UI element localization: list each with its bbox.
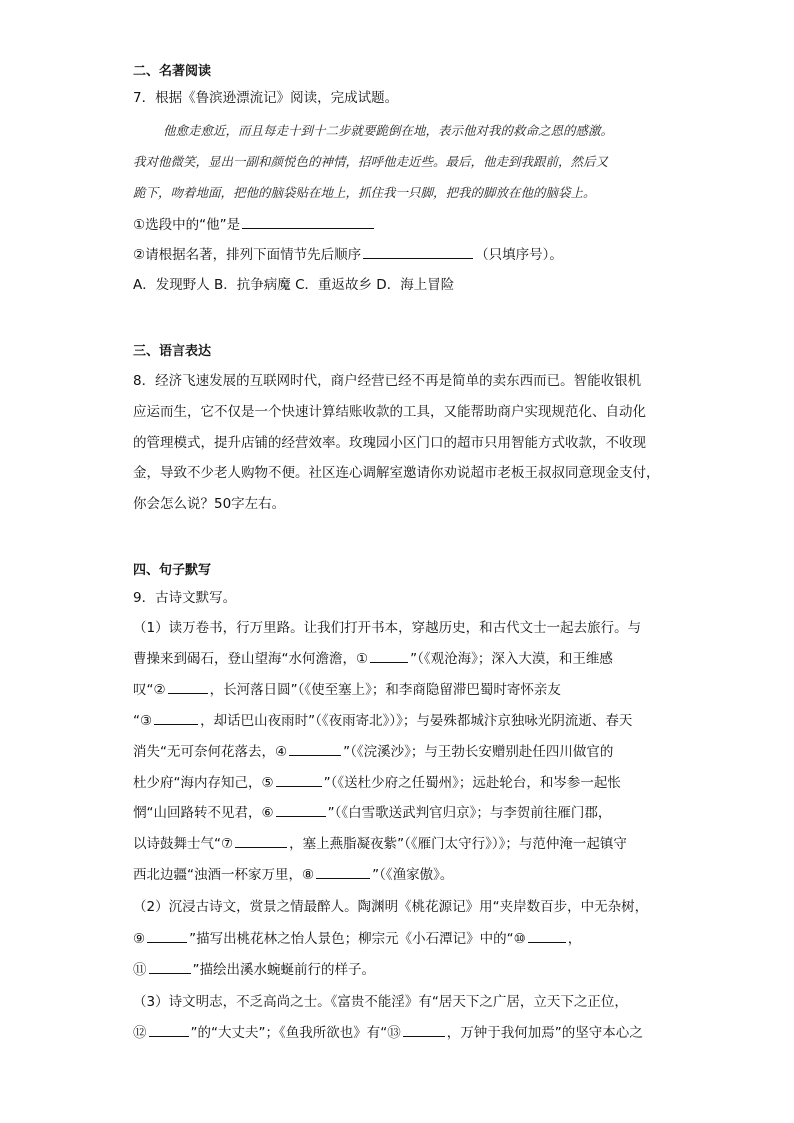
answer-blank-8[interactable] — [316, 864, 370, 879]
text: ”（《白雪歌送武判官归京》；与李贺前往雁门郡， — [327, 805, 612, 821]
section-heading-dictation: 四、句子默写 — [133, 563, 212, 578]
section-heading-reading: 二、名著阅读 — [133, 64, 212, 79]
text: ”（《浣溪沙》；与王勃长安赠别赴任四川做官的 — [343, 744, 614, 760]
passage-line-2: 我对他微笑，显出一副和颜悦色的神情，招呼他走近些。最后，他走到我跟前，然后又 — [133, 154, 609, 169]
text: ，万钟于我何加焉”的坚守本心之 — [446, 1025, 643, 1041]
part-1-line-1: （1）读万卷书，行万里路。让我们打开书本，穿越历史，和古代文士一起去旅行。与 — [133, 620, 642, 636]
text: 消失“无可奈何花落去， — [133, 744, 275, 760]
question-8-line-3: 的管理模式，提升店铺的经营效率。玫瑰园小区门口的超市只用智能方式收款，不收现 — [133, 435, 646, 451]
text: 惘“山回路转不见君， — [133, 805, 262, 821]
answer-blank-10[interactable] — [528, 928, 566, 943]
question-9: 9．古诗文默写。 — [133, 590, 237, 606]
blank-number-6: ⑥ — [261, 805, 274, 821]
blank-number-2: ② — [153, 682, 166, 698]
sub-2-text: ②请根据名著，排列下面情节先后顺序 — [133, 247, 362, 263]
part-1-line-7 — [133, 802, 611, 823]
text: ”的“大丈夫”；《鱼我所欲也》有“ — [190, 1025, 388, 1041]
part-1-line-3 — [133, 679, 561, 700]
text: ”描写出桃花林之怡人景色；柳宗元《小石潭记》中的“ — [189, 931, 514, 947]
text: ，长河落日圆”（《使至塞上》；和李商隐留滞巴蜀时寄怀亲友 — [209, 682, 561, 698]
text: 杜少府“海内存知己， — [133, 775, 262, 791]
question-8-line-1: 8．经济飞速发展的互联网时代，商户经营已经不再是简单的卖东西而已。智能收银机 — [133, 373, 642, 389]
answer-blank-2[interactable] — [168, 679, 208, 694]
blank-number-7: ⑦ — [221, 836, 234, 852]
blank-number-10: ⑩ — [513, 931, 526, 947]
question-7-sub-2 — [133, 244, 563, 265]
answer-blank-1[interactable] — [370, 648, 408, 663]
part-1-line-8 — [133, 833, 627, 854]
blank-number-1: ① — [356, 651, 369, 667]
text: ，却话巴山夜雨时”（《夜雨寄北》）》；与晏殊都城汴京独咏光阴流逝、春天 — [200, 713, 633, 729]
question-8-line-4: 金，导致不少老人购物不便。社区连心调解室邀请你劝说超市老板王叔叔同意现金支付， — [133, 465, 660, 481]
question-7-options: A．发现野人 B．抗争病魔 C．重返故乡 D．海上冒险 — [133, 277, 455, 293]
passage-line-3: 跪下，吻着地面，把他的脑袋贴在地上，抓住我一只脚，把我的脚放在他的脑袋上。 — [133, 185, 596, 200]
sub-1-text: ①选段中的“他”是 — [133, 217, 241, 233]
answer-blank-9[interactable] — [147, 928, 187, 943]
answer-blank-11[interactable] — [149, 959, 191, 974]
passage-line-1: 他愈走愈近，而且每走十到十二步就要跪倒在地，表示他对我的救命之恩的感激。 — [163, 123, 614, 138]
part-1-line-5 — [133, 741, 613, 762]
section-heading-language: 三、语言表达 — [133, 344, 212, 359]
part-2-line-2 — [133, 928, 581, 949]
question-7: 7．根据《鲁滨逊漂流记》阅读，完成试题。 — [133, 90, 399, 106]
blank-number-11: ⑪ — [133, 962, 147, 978]
part-1-line-2 — [133, 648, 613, 669]
part-1-line-6 — [133, 772, 621, 793]
answer-blank[interactable] — [242, 214, 374, 229]
part-3-line-2 — [133, 1022, 643, 1043]
blank-number-12: ⑫ — [133, 1025, 147, 1041]
answer-blank[interactable] — [363, 244, 473, 259]
text: ”描绘出溪水蜿蜒前行的样子。 — [192, 962, 375, 978]
part-3-line-1: （3）诗文明志，不乏高尚之士。《富贵不能淫》有“居天下之广居，立天下之正位， — [133, 994, 628, 1010]
answer-blank-5[interactable] — [276, 772, 322, 787]
question-7-sub-1 — [133, 214, 376, 235]
blank-number-5: ⑤ — [261, 775, 274, 791]
part-1-line-4 — [133, 710, 632, 731]
text: 曹操来到碣石，登山望海“水何澹澹， — [133, 651, 356, 667]
sub-2-note: （只填序号）。 — [475, 247, 563, 263]
answer-blank-4[interactable] — [289, 741, 341, 756]
text: 西北边疆“浊酒一杯家万里， — [133, 867, 302, 883]
text: ”（《观沧海》；深入大漠，和王维感 — [410, 651, 613, 667]
blank-number-8: ⑧ — [302, 867, 315, 883]
answer-blank-6[interactable] — [276, 802, 326, 817]
part-1-line-9 — [133, 864, 453, 885]
part-2-line-3 — [133, 959, 375, 980]
part-2-line-1: （2）沉浸古诗文，赏景之情最醉人。陶渊明《桃花源记》用“夹岸数百步，中无杂树， — [133, 899, 649, 915]
blank-number-3: ③ — [140, 713, 153, 729]
text: “ — [133, 713, 140, 729]
text: ”（《渔家傲》。 — [372, 867, 454, 883]
text: 以诗鼓舞士气“ — [133, 836, 221, 852]
answer-blank-13[interactable] — [403, 1022, 445, 1037]
answer-blank-7[interactable] — [235, 833, 287, 848]
answer-blank-12[interactable] — [149, 1022, 189, 1037]
text: ，塞上燕脂凝夜紫”（《雁门太守行》）》；与范仲淹一起镇守 — [289, 836, 627, 852]
blank-number-9: ⑨ — [133, 931, 146, 947]
question-8-line-2: 应运而生，它不仅是一个快速计算结账收款的工具，又能帮助商户实现规范化、自动化 — [133, 404, 646, 420]
text: ”（《送杜少府之任蜀州》；远赴轮台，和岑参一起怅 — [323, 775, 621, 791]
blank-number-13: ⑬ — [387, 1025, 401, 1041]
text: 叹“ — [133, 682, 154, 698]
blank-number-4: ④ — [275, 744, 288, 760]
answer-blank-3[interactable] — [154, 710, 198, 725]
text: ， — [567, 931, 582, 947]
question-8-line-5: 你会怎么说？50字左右。 — [133, 496, 286, 512]
